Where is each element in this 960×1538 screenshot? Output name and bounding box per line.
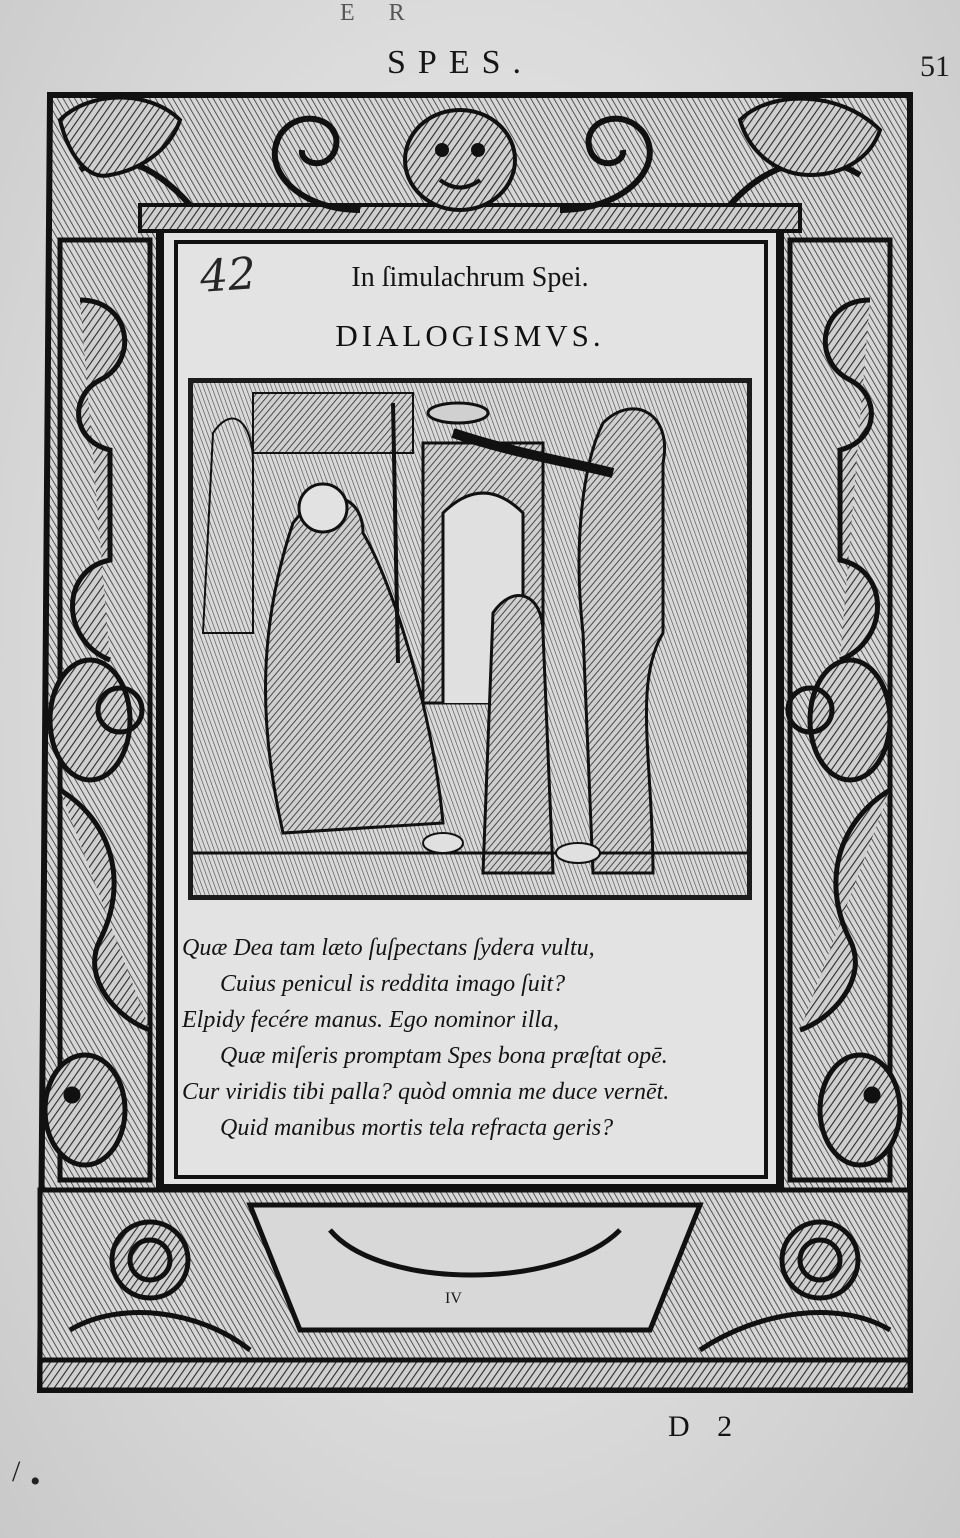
- folio-number: 51: [920, 50, 950, 83]
- verse-line: Cuius penicul is reddita imago ſuit?: [220, 971, 566, 997]
- border-signature: IV: [445, 1290, 462, 1307]
- verse-line: Elpidy fecére manus. Ego nominor illa,: [182, 1007, 560, 1033]
- emblem-heading: DIALOGISMVS.: [335, 318, 605, 353]
- emblem-title: In ſimulachrum Spei.: [351, 262, 589, 293]
- verse-line: Quæ miſeris promptam Spes bona præſtat opē.: [220, 1043, 668, 1069]
- verse-line: Cur viridis tibi palla? quòd omnia me duce vernēt.: [182, 1079, 670, 1105]
- top-bleed-text: E R: [340, 0, 419, 26]
- emblem-verse: [180, 930, 780, 1146]
- margin-mark: •: [30, 1465, 41, 1498]
- margin-mark: /: [12, 1455, 21, 1488]
- verse-line: Quid manibus mortis tela refracta geris?: [220, 1115, 614, 1141]
- gathering-signature: D 2: [668, 1410, 743, 1443]
- manuscript-number: 42: [198, 248, 258, 303]
- running-head: SPES.: [387, 44, 533, 81]
- verse-line: Quæ Dea tam læto ſuſpectans ſydera vultu,: [182, 935, 595, 961]
- woodcut-illustration: [188, 378, 752, 900]
- mask-ornament: [405, 110, 515, 210]
